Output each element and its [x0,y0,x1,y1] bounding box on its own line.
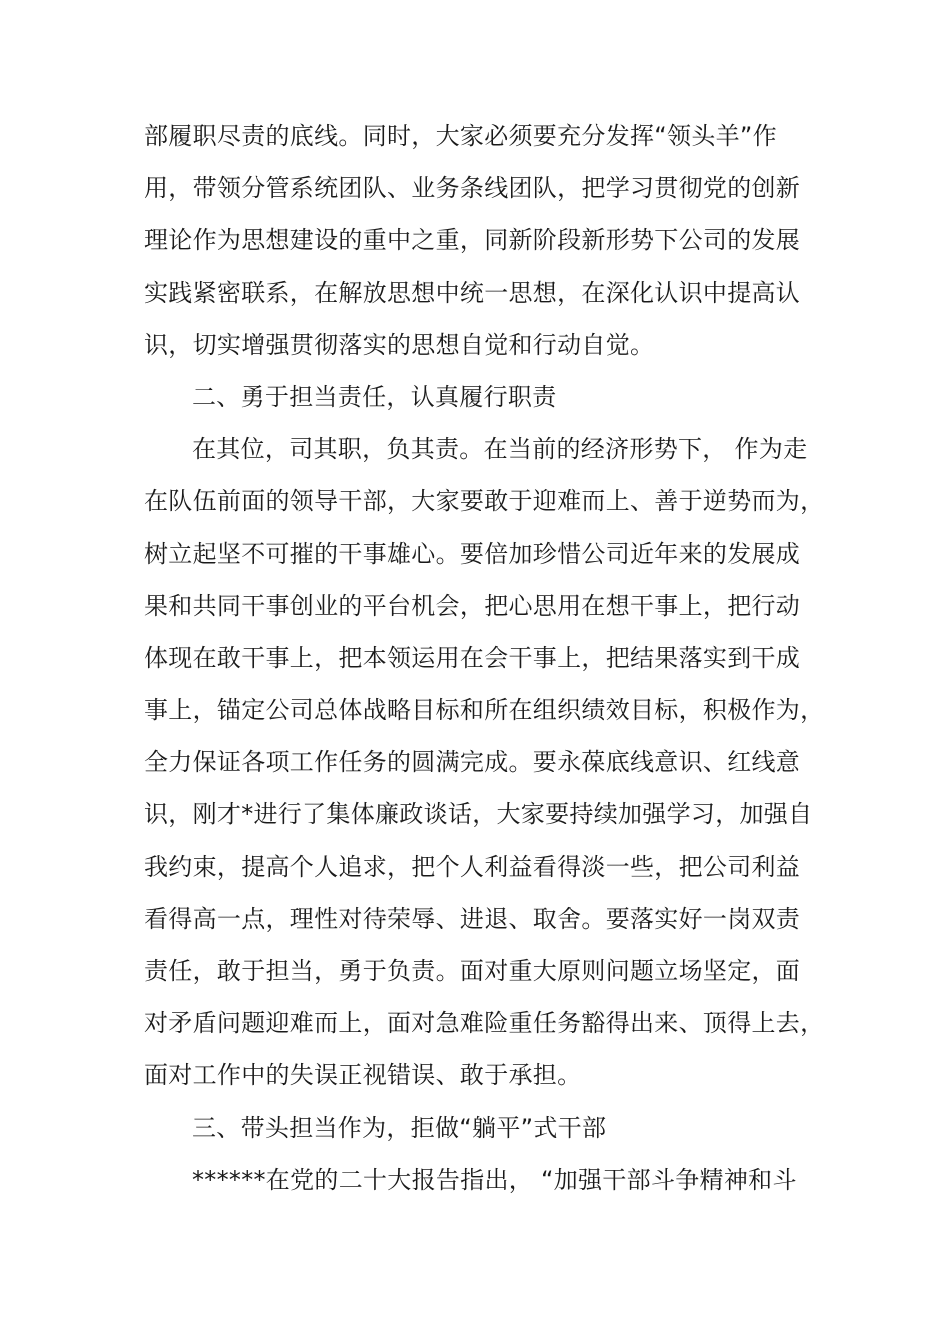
text-line: 责任，敢于担当，勇于负责。面对重大原则问题立场坚定，面 [144,957,801,985]
text-line: 识，切实增强贯彻落实的思想自觉和行动自觉。 [144,330,655,359]
text-line: 三、带头担当作为，拒做“躺平”式干部 [192,1113,607,1142]
text-line: 对矛盾问题迎难而上，面对急难险重任务豁得出来、顶得上去， [144,1009,825,1038]
text-line: ******在党的二十大报告指出， “加强干部斗争精神和斗 [192,1165,797,1194]
text-line: 在其位，司其职，负其责。在当前的经济形势下， 作为走 [192,435,808,464]
text-line: 体现在敢干事上，把本领运用在会干事上，把结果落实到干成 [144,643,801,672]
text-line: 二、勇于担当责任，认真履行职责 [192,382,557,411]
text-line: 树立起坚不可摧的干事雄心。要倍加珍惜公司近年来的发展成 [144,539,801,568]
document-body [144,110,834,1206]
text-line: 实践紧密联系，在解放思想中统一思想，在深化认识中提高认 [144,278,801,307]
text-line: 理论作为思想建设的重中之重，同新阶段新形势下公司的发展 [144,226,801,255]
text-line: 在队伍前面的领导干部，大家要敢于迎难而上、善于逆势而为， [144,487,825,516]
text-line: 事上，锚定公司总体战略目标和所在组织绩效目标，积极作为， [144,696,825,725]
text-line: 我约束，提高个人追求，把个人利益看得淡一些，把公司利益 [144,852,801,881]
text-line: 看得高一点，理性对待荣辱、进退、取舍。要落实好一岗双责 [144,904,801,933]
text-line: 果和共同干事创业的平台机会，把心思用在想干事上，把行动 [144,591,801,620]
text-line: 面对工作中的失误正视错误、敢于承担。 [144,1061,582,1090]
text-line: 部履职尽责的底线。同时，大家必须要充分发挥“领头羊”作 [144,122,777,150]
text-line: 识，刚才*进行了集体廉政谈话，大家要持续加强学习，加强自 [144,800,813,829]
text-line: 全力保证各项工作任务的圆满完成。要永葆底线意识、红线意 [144,748,801,777]
text-line: 用，带领分管系统团队、业务条线团队，把学习贯彻党的创新 [144,174,801,203]
